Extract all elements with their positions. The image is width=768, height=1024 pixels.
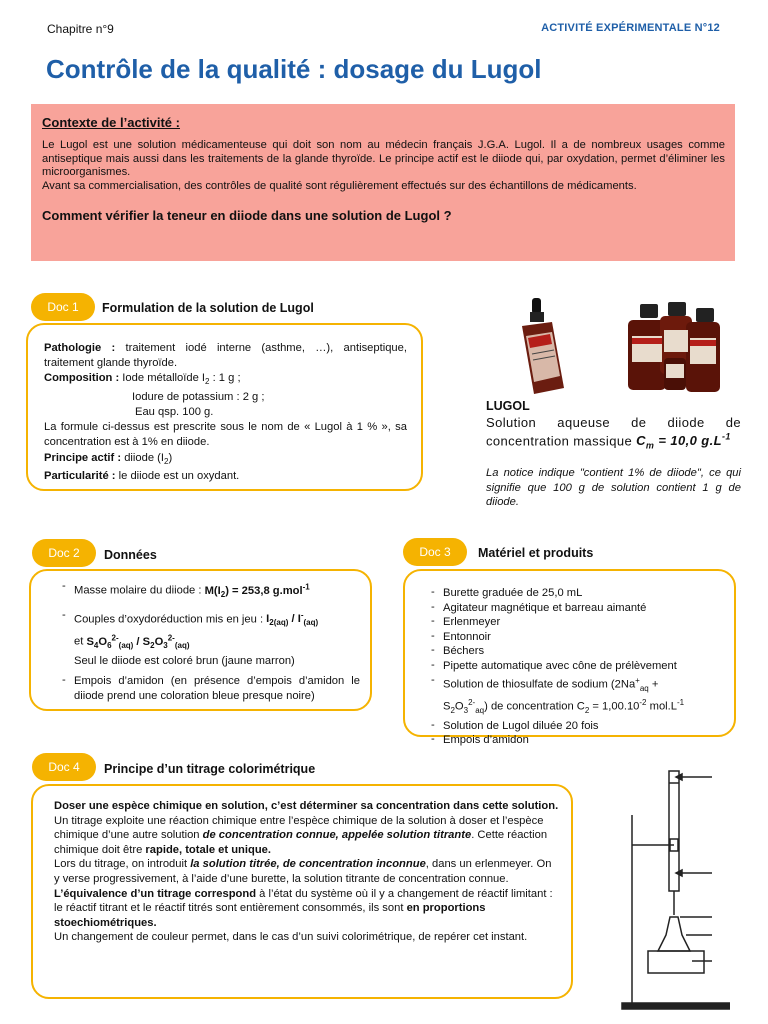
material-item: - Béchers	[409, 644, 724, 659]
doc3-title: Matériel et produits	[478, 546, 594, 560]
lugol-bottles-photo	[626, 302, 722, 394]
material-item: - Solution de Lugol diluée 20 fois	[409, 719, 724, 734]
doc4-paragraph-titrage: Un titrage exploite une réaction chimique entre l’espèce chimique de la solution à doser et l’espèce chimique d’une autre solution de concentration connue, appelée solution titrante. Cette réaction chimique doit être rapide, totale et unique.	[54, 814, 548, 856]
material-item: - Erlenmeyer	[409, 615, 724, 630]
activity-label: ACTIVITÉ EXPÉRIMENTALE N°12	[541, 22, 720, 34]
context-panel	[31, 104, 735, 261]
lugol-name: LUGOL	[486, 399, 530, 413]
lugol-dropper-bottle-photo	[508, 296, 572, 396]
doc2-tag: Doc 2	[32, 539, 96, 567]
doc4-title: Principe d’un titrage colorimétrique	[104, 762, 316, 776]
material-item: - Entonnoir	[409, 630, 724, 645]
composition-line-3: Eau qsp. 100 g.	[135, 406, 214, 419]
lugol-note: La notice indique "contient 1% de diiode", ce qui signifie que 100 g de solution contient 1 g de diiode.	[486, 467, 741, 509]
material-item: - Pipette automatique avec cône de prélèvement	[409, 659, 724, 674]
composition-line: Composition : Iode métalloïde $I_2$ : 1 g ;	[44, 372, 241, 387]
context-heading: Contexte de l’activité :	[42, 115, 180, 130]
doc4-paragraph-lors: Lors du titrage, on introduit la solution titrée, de concentration inconnue, dans un erlenmeyer. On y verse progressivement, à l’aide d’une burette, la solution titrante de concentration connue.	[54, 858, 552, 885]
principe-line: Principe actif : diiode $(I_2)$	[44, 451, 173, 466]
particularite-line: Particularité : le diiode est un oxydant.	[44, 470, 240, 483]
couples-item: - Couples d’oxydoréduction mis en jeu : $I_{2(aq)} / I^-_{(aq)}$ et $S_4O_6^{2-}_{(aq)} / S_2O_3^{2-}_{(aq)}$ Seul le diiode est coloré brun (jaune marron)	[40, 609, 360, 669]
doc1-tag: Doc 1	[31, 293, 95, 321]
context-paragraph-2: Avant sa commercialisation, des contrôles de qualité sont régulièrement effectués sur des échantillons de médicaments.	[42, 179, 637, 192]
doc1-box	[26, 323, 423, 491]
doc4-definition: Doser une espèce chimique en solution, c’est déterminer sa concentration dans cette solution.	[54, 800, 559, 812]
doc3-box	[403, 569, 736, 747]
empois-item: - Empois d’amidon (en présence d’empois d’amidon le diiode prend une coloration bleue presque noire)	[40, 674, 360, 703]
masse-molaire-item: - Masse molaire du diiode : $M(I_2) = 253,8$ g.mol$^{-1}$	[40, 580, 360, 603]
context-paragraph-1: Le Lugol est une solution médicamenteuse qui doit son nom au médecin français J.G.A. Lugol. Il a de nombreux usages comme antiseptique mais aussi dans les traitements de la glande thyroïde. Le principe actif est le diiode qui, par oxydation, permet d’éliminer les microorganismes.	[42, 139, 725, 179]
doc4-paragraph-couleur: Un changement de couleur permet, dans le cas d’un suivi colorimétrique, de repérer cet instant.	[54, 931, 528, 944]
thiosulfate-item: - Solution de thiosulfate de sodium ($2Na^+_{aq}$ + $S_2O_3^{2-}_{aq}$) de concentration $C_2 = 1,00.10^{-2}$ $mol.L^{-1}$	[409, 674, 724, 719]
doc3-tag: Doc 3	[403, 538, 467, 566]
doc4-tag: Doc 4	[32, 753, 96, 781]
material-item: - Burette graduée de 25,0 mL	[409, 586, 724, 601]
doc4-box	[31, 784, 573, 999]
doc2-title: Données	[104, 548, 157, 562]
chapter-label: Chapitre n°9	[47, 22, 114, 36]
pathologie-line: Pathologie : traitement iodé interne (asthme, …), antiseptique, traitement glande thyroïde.	[44, 342, 407, 370]
material-item: - Agitateur magnétique et barreau aimanté	[409, 601, 724, 616]
doc1-title: Formulation de la solution de Lugol	[102, 301, 314, 315]
lugol-desc: Solution aqueuse de diiode de concentration massique $C_m = 10,0$ $g.L^{-1}$	[486, 414, 741, 451]
doc4-paragraph-equivalence: L’équivalence d’un titrage correspond à l’état du système où il y a changement de réactif limitant : le réactif titrant et le réactif titrés sont entièrement consommés, ils sont en proportions stoechiométriques.	[54, 887, 553, 929]
titration-setup-diagram	[590, 765, 730, 1015]
lugol-description	[486, 399, 741, 510]
page-title: Contrôle de la qualité : dosage du Lugol	[46, 54, 542, 84]
composition-line-2: Iodure de potassium : 2 g ;	[132, 390, 265, 403]
formule-text: La formule ci-dessus est prescrite sous le nom de « Lugol à 1 % », sa concentration est à 1% en diiode.	[44, 421, 407, 449]
material-item: - Empois d’amidon	[409, 733, 724, 748]
doc2-box	[29, 569, 372, 711]
context-question: Comment vérifier la teneur en diiode dans une solution de Lugol ?	[42, 208, 452, 224]
